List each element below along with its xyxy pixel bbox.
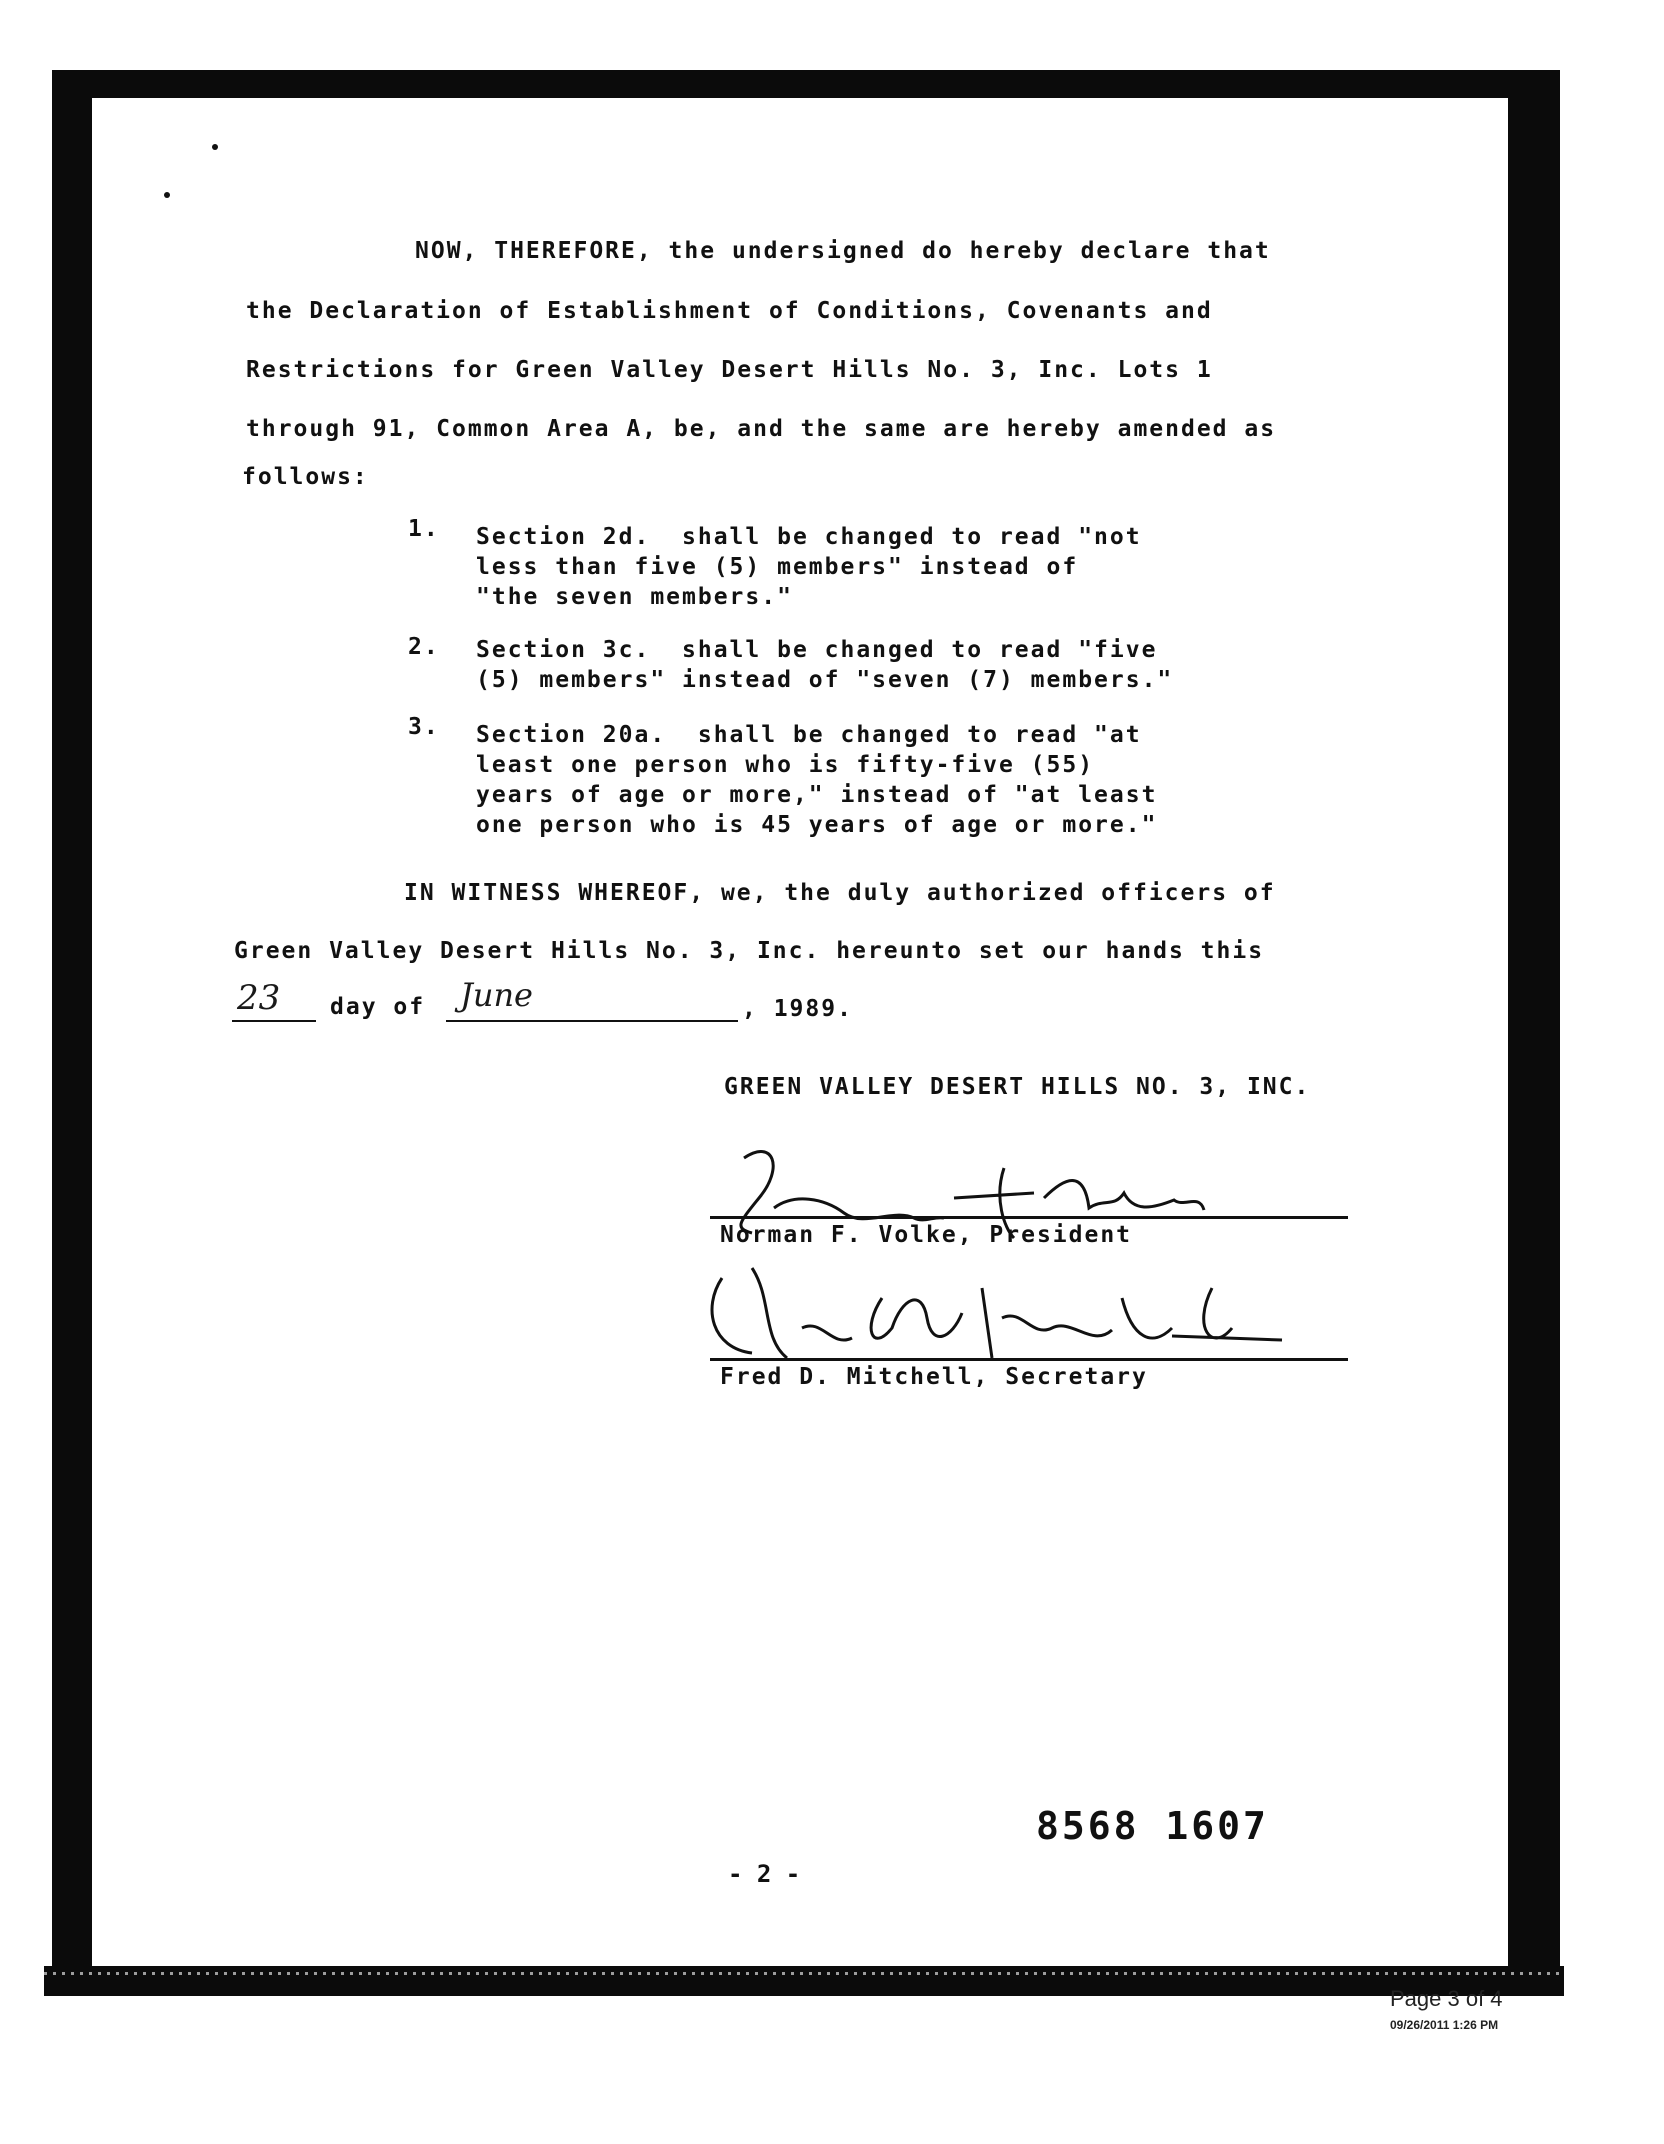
list-item-number: 3. bbox=[408, 714, 440, 740]
list-item-line: "the seven members." bbox=[476, 584, 793, 610]
secretary-caption: Fred D. Mitchell, Secretary bbox=[720, 1364, 1148, 1390]
document-page bbox=[92, 98, 1508, 1966]
president-signature bbox=[704, 1138, 1324, 1278]
scan-speck bbox=[212, 144, 218, 150]
scan-border-noise bbox=[44, 1972, 1564, 1975]
paragraph-line: follows: bbox=[242, 464, 369, 490]
witness-line: IN WITNESS WHEREOF, we, the duly authorized officers of bbox=[404, 880, 1276, 906]
scan-border-bottom bbox=[44, 1966, 1564, 1996]
president-signature-line bbox=[710, 1216, 1348, 1219]
list-item-line: Section 20a. shall be changed to read "at bbox=[476, 722, 1142, 748]
document-number: 8568 1607 bbox=[1036, 1804, 1269, 1848]
footer-page-count: Page 3 of 4 bbox=[1390, 1986, 1503, 2011]
list-item-line: Section 2d. shall be changed to read "not bbox=[476, 524, 1142, 550]
witness-line: Green Valley Desert Hills No. 3, Inc. hereunto set our hands this bbox=[234, 938, 1265, 964]
president-caption: Norman F. Volke, President bbox=[720, 1222, 1133, 1248]
paragraph-line: NOW, THEREFORE, the undersigned do hereby declare that bbox=[415, 238, 1271, 264]
list-item-line: one person who is 45 years of age or more." bbox=[476, 812, 1158, 838]
secretary-signature-line bbox=[710, 1358, 1348, 1361]
paragraph-line: through 91, Common Area A, be, and the same are hereby amended as bbox=[246, 416, 1277, 442]
month-underline bbox=[446, 1020, 738, 1022]
company-name: GREEN VALLEY DESERT HILLS NO. 3, INC. bbox=[724, 1074, 1311, 1100]
list-item-line: (5) members" instead of "seven (7) members." bbox=[476, 667, 1174, 693]
date-text: day of bbox=[330, 994, 426, 1020]
paragraph-line: the Declaration of Establishment of Conditions, Covenants and bbox=[246, 298, 1213, 324]
day-underline bbox=[232, 1020, 316, 1022]
page-number: - 2 - bbox=[728, 1860, 801, 1888]
scan-border-left bbox=[52, 70, 92, 1974]
scan-border-right bbox=[1508, 70, 1560, 1974]
scan-speck bbox=[164, 192, 170, 198]
list-item-line: least one person who is fifty-five (55) bbox=[476, 752, 1095, 778]
list-item-number: 2. bbox=[408, 634, 440, 660]
list-item-line: less than five (5) members" instead of bbox=[476, 554, 1079, 580]
list-item-number: 1. bbox=[408, 516, 440, 542]
footer-timestamp: 09/26/2011 1:26 PM bbox=[1390, 2018, 1499, 2032]
handwritten-month: June bbox=[460, 976, 533, 1014]
date-year: , 1989. bbox=[742, 996, 853, 1022]
scan-border-top bbox=[52, 70, 1560, 98]
handwritten-day: 23 bbox=[237, 978, 281, 1018]
list-item-line: Section 3c. shall be changed to read "five bbox=[476, 637, 1158, 663]
list-item-line: years of age or more," instead of "at least bbox=[476, 782, 1158, 808]
paragraph-line: Restrictions for Green Valley Desert Hills No. 3, Inc. Lots 1 bbox=[246, 357, 1213, 383]
